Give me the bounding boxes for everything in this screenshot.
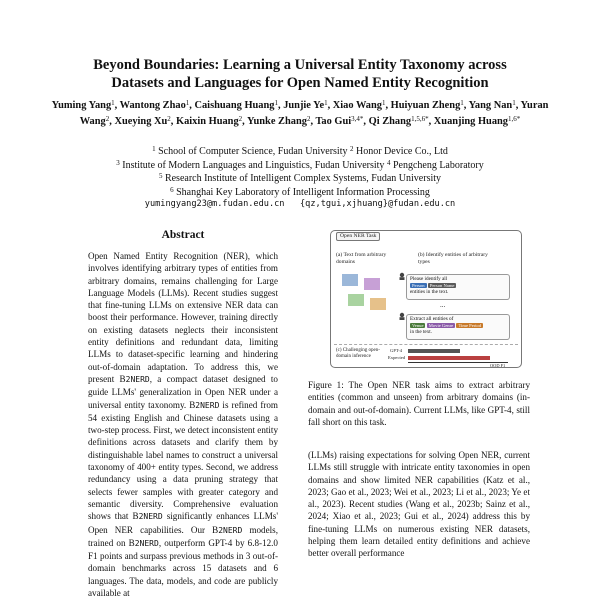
author-name: Yunke Zhang$^2$: [246, 114, 311, 127]
author-affiliation-marker: 1: [185, 99, 190, 107]
author-name: Yang Nan$^1$: [468, 99, 516, 111]
title-line-1: Beyond Boundaries: Learning a Universal Entity Taxonomy across: [93, 57, 507, 73]
abstract-heading: Abstract: [161, 229, 205, 241]
author-name: Xiao Wang$^1$: [332, 99, 386, 111]
author-emails[interactable]: yumingyang23@m.fudan.edu.cn {qz,tgui,xjhuang}@fudan.edu.cn: [144, 199, 456, 209]
prompt-bubble-2: [406, 314, 510, 340]
paper-title: [40, 56, 560, 92]
affiliation-line-3: $^5$ Research Institute of Intelligent Complex Systems, Fudan University: [158, 172, 442, 185]
tag-time-period: Time Period: [458, 322, 482, 328]
author-affiliation-marker: 1: [381, 99, 386, 107]
author-name: Tao Gui$^{3,4*}$: [315, 114, 364, 127]
author-affiliation-marker: 3,4*: [351, 114, 364, 123]
author-affiliation-marker: 1: [512, 99, 516, 107]
prompt-1-end: entities in the text.: [410, 289, 449, 295]
author-name: Yuran Wang$^2$: [79, 100, 549, 127]
introduction-text: (LLMs) raising expectations for solving Open NER, current LLMs still struggle with intricate entity taxonomies in open domains and show limited NER capabilities (Katz et al., 2023; Gao et al., 2023; Wei et al., 2023; Li et al., 2023; Ye et al., 2023). Recent studies (Wang et al., 2023b; Sainz et al., 2024; Xiao et al., 2023; Gui et al., 2024) address this by fine-tuning LLMs on numerous existing NER datasets, helping them learn detailed entity definitions and achieve better overall performance: [308, 450, 530, 559]
figure-label-c: (c) Challenging open-domain inference: [336, 348, 380, 359]
doc-icon: [364, 278, 380, 290]
author-name: Xueying Xu$^2$: [114, 114, 171, 127]
prompt-2-text: Extract all entities of: [410, 316, 454, 322]
author-affiliation-marker: 2: [167, 114, 171, 123]
author-affiliation-marker: 1: [324, 99, 328, 107]
author-name: Huiyuan Zheng$^1$: [390, 99, 464, 111]
prompt-2-end: in the text.: [410, 329, 433, 335]
author-name: Xuanjing Huang$^{1,6*}$: [433, 114, 521, 127]
doc-icon: [342, 274, 358, 286]
abstract-text: Open Named Entity Recognition (NER), which involves identifying arbitrary types of entities from arbitrary domains, remains challenging for Large Language Models (LLMs). Recent studies suggest that fine-tuning LLMs on extensive NER data can boost their performance. However, training directly on existing datasets neglects their inconsistent entity definitions and redundant data, limiting LLMs to dataset-specific learning and hindering out-of-domain adaptation. To address this, we present B2NERD, a compact dataset designed to guide LLMs' generalization in Open NER under a universal entity taxonomy. B2NERD is refined from 54 existing English and Chinese datasets using a two-step process. First, we detect inconsistent entity definitions across datasets and clarify them by distinguishable label names to construct a universal taxonomy of 400+ entity types. Second, we address redundancy using a data pruning strategy that selects fewer samples with greater category and semantic diversity. Comprehensive evaluation shows that B2NERD significantly enhances LLMs' Open NER capabilities. Our B2NERD models, trained on B2NERD, outperform GPT-4 by 6.8-12.0 F1 points and surpass previous methods in 3 out-of-domain benchmarks across 15 datasets and 6 languages. The data, models, and code are publicly available at: [88, 251, 279, 599]
bar-label-gpt4: GPT-4: [390, 348, 403, 353]
title-line-2: Datasets and Languages for Open Named Entity Recognition: [111, 75, 489, 91]
author-affiliation-marker: 1,6*: [508, 114, 521, 123]
author-name: Wantong Zhao$^1$: [119, 99, 190, 111]
author-affiliation-marker: 2: [105, 114, 110, 123]
affiliation-line-1: $^1$ School of Computer Science, Fudan University $^2$ Honor Device Co., Ltd: [152, 145, 448, 157]
user-icon: [398, 272, 406, 280]
doc-icon: [348, 294, 364, 306]
author-list: Yuming Yang$^1$, Wantong Zhao$^1$, Caishuang Huang$^1$, Junjie Ye$^1$, Xiao Wang$^1$, Huiyuan Zheng$^1$, Yang Nan$^1$, Yuran Wang$^2$, Xueying Xu$^2$, Kaixin Huang$^2$, Yunke Zhang$^2$, Tao Gui$^{3,4*}$, Qi Zhang$^{1,5,6*}$, Xuanjing Huang$^{1,6*}$: [51, 99, 549, 127]
figure-divider: [334, 344, 518, 345]
author-affiliation-marker: 1: [274, 99, 278, 107]
tag-person-name: Person Name: [429, 282, 455, 288]
axis-label: OOD F1: [490, 363, 506, 368]
author-name: Junjie Ye$^1$: [283, 99, 328, 111]
affiliations: [50, 145, 550, 200]
author-name: Yuming Yang$^1$: [51, 99, 115, 111]
tag-venue: Venue: [412, 322, 424, 328]
figure-box-title: Open NER Task: [336, 232, 380, 241]
author-affiliation-marker: 1,5,6*: [411, 114, 429, 123]
bar-expected: [408, 356, 490, 360]
bar-gpt4: [408, 349, 460, 353]
figure-label-b: (b) Identify entities of arbitrary types: [418, 252, 488, 265]
figure-caption: Figure 1: The Open NER task aims to extract arbitrary entities (common and unseen) from arbitrary domains (in-domain and out-of-domain). Current LLMs, like GPT-4, still fall short on this task.: [308, 380, 530, 427]
author-name: Qi Zhang$^{1,5,6*}$: [368, 114, 429, 127]
author-affiliation-marker: 1: [111, 99, 115, 107]
author-affiliation-marker: 1: [460, 99, 464, 107]
tag-movie-genre: Movie Genre: [428, 322, 454, 328]
domain-icons: [338, 270, 398, 320]
doc-icon: [370, 298, 386, 310]
ellipsis: ...: [440, 301, 446, 309]
user-icon: [398, 312, 406, 320]
prompt-1-text: Please identify all: [410, 276, 448, 282]
bar-label-expected: Expected: [388, 355, 406, 360]
author-name: Kaixin Huang$^2$: [175, 114, 243, 127]
author-affiliation-marker: 2: [306, 114, 311, 123]
author-affiliation-marker: 2: [238, 114, 243, 123]
author-name: Caishuang Huang$^1$: [194, 99, 278, 111]
affiliation-line-2: $^3$ Institute of Modern Languages and Linguistics, Fudan University $^4$ Pengcheng Laboratory: [116, 158, 484, 171]
figure-1: [328, 228, 522, 368]
tag-person: Person: [412, 282, 425, 288]
figure-label-a: (a) Text from arbitrary domains: [336, 252, 387, 265]
affiliation-line-4: $^6$ Shanghai Key Laboratory of Intelligent Information Processing: [170, 186, 430, 199]
prompt-bubble-1: [406, 274, 510, 300]
